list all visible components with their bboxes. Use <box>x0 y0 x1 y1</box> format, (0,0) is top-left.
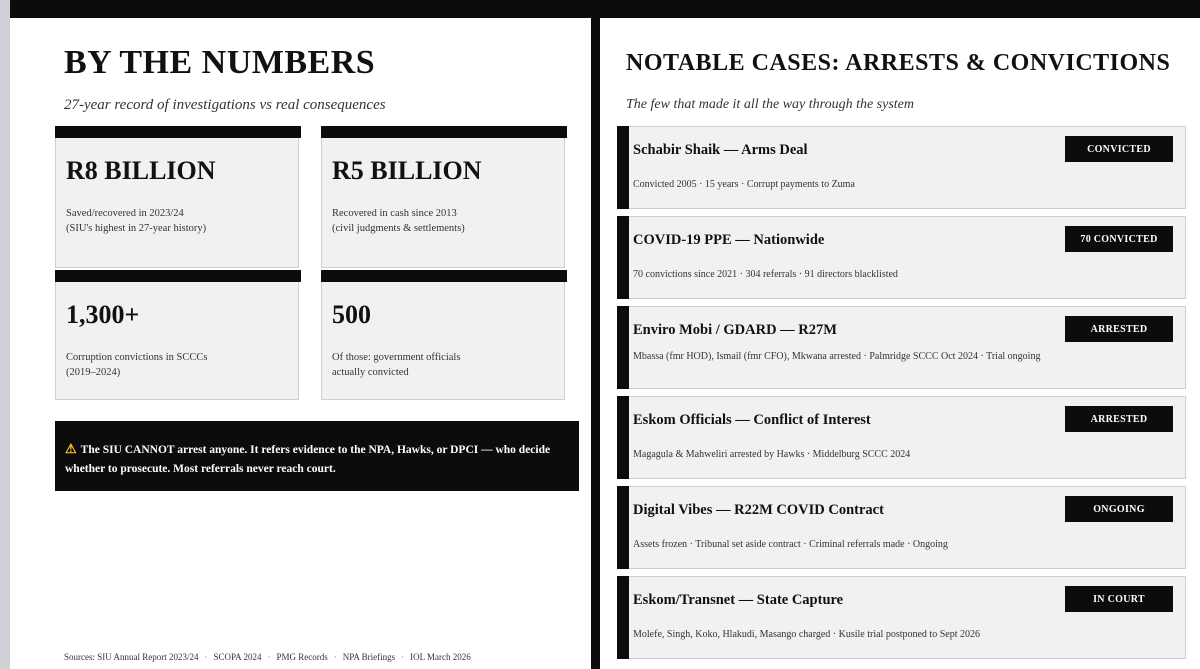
status-badge: CONVICTED <box>1065 136 1173 162</box>
numbers-subtitle: 27-year record of investigations vs real consequences <box>64 97 386 113</box>
window-edge <box>0 0 10 669</box>
case-title: Eskom Officials — Conflict of Interest <box>633 412 871 428</box>
stat-card <box>55 282 299 400</box>
case-description: 70 convictions since 2021 · 304 referrals · 91 directors blacklisted <box>633 269 898 280</box>
case-accent-bar <box>617 126 629 209</box>
source-item: IOL March 2026 <box>410 652 471 662</box>
stat-description <box>66 206 292 236</box>
warning-text: The SIU CANNOT arrest anyone. It refers evidence to the NPA, Hawks, or DPCI — who decide whether to prosecute. Most referrals never reach court. <box>65 444 551 475</box>
case-accent-bar <box>617 306 629 389</box>
stat-card <box>55 138 299 268</box>
case-card <box>617 486 1186 569</box>
stat-card-cap <box>321 126 567 138</box>
case-accent-bar <box>617 576 629 659</box>
stat-description <box>332 350 558 380</box>
stat-desc-line: Saved/recovered in 2023/24 <box>66 208 184 219</box>
panel-divider <box>591 18 600 669</box>
status-badge: ONGOING <box>1065 496 1173 522</box>
case-card <box>617 306 1186 389</box>
status-badge: ARRESTED <box>1065 316 1173 342</box>
stat-value: R8 BILLION <box>66 156 216 185</box>
stat-card-cap <box>55 270 301 282</box>
status-badge: IN COURT <box>1065 586 1173 612</box>
case-card <box>617 576 1186 659</box>
stat-desc-line: (2019–2024) <box>66 367 121 378</box>
stat-card-cap <box>321 270 567 282</box>
stat-desc-line: (civil judgments & settlements) <box>332 223 465 234</box>
source-item: Sources: SIU Annual Report 2023/24 <box>64 652 199 662</box>
source-item: SCOPA 2024 <box>213 652 262 662</box>
stat-value: 500 <box>332 300 371 329</box>
status-badge: ARRESTED <box>1065 406 1173 432</box>
stat-desc-line: (SIU's highest in 27-year history) <box>66 223 207 234</box>
stat-desc-line: Of those: government officials <box>332 352 461 363</box>
warning-icon: ⚠ <box>65 441 77 456</box>
stat-desc-line: Corruption convictions in SCCCs <box>66 352 208 363</box>
case-description: Convicted 2005 · 15 years · Corrupt payments to Zuma <box>633 179 855 190</box>
stat-description <box>332 206 558 236</box>
stat-description <box>66 350 292 380</box>
case-accent-bar <box>617 486 629 569</box>
case-title: Eskom/Transnet — State Capture <box>633 592 844 608</box>
stat-value: 1,300+ <box>66 300 140 329</box>
case-description: Mbassa (fmr HOD), Ismail (fmr CFO), Mkwana arrested · Palmridge SCCC Oct 2024 · Trial ongoing <box>633 351 1041 362</box>
case-title: Digital Vibes — R22M COVID Contract <box>633 502 884 518</box>
case-title: Schabir Shaik — Arms Deal <box>633 142 808 158</box>
case-description: Molefe, Singh, Koko, Hlakudi, Masango charged · Kusile trial postponed to Sept 2026 <box>633 629 980 640</box>
cases-subtitle: The few that made it all the way through the system <box>626 97 915 112</box>
source-item: PMG Records <box>276 652 328 662</box>
case-card <box>617 216 1186 299</box>
case-title: COVID-19 PPE — Nationwide <box>633 232 825 248</box>
stat-card-cap <box>55 126 301 138</box>
case-description: Magagula & Mahweliri arrested by Hawks · Middelburg SCCC 2024 <box>633 449 911 460</box>
sources-line: Sources: SIU Annual Report 2023/24 · SCOPA 2024 · PMG Records · NPA Briefings · IOL March 2026 <box>64 652 471 662</box>
stat-desc-line: Recovered in cash since 2013 <box>332 208 457 219</box>
case-card <box>617 396 1186 479</box>
case-title: Enviro Mobi / GDARD — R27M <box>633 322 837 338</box>
case-accent-bar <box>617 216 629 299</box>
case-description: Assets frozen · Tribunal set aside contract · Criminal referrals made · Ongoing <box>633 539 948 550</box>
top-bar <box>0 0 1200 18</box>
case-accent-bar <box>617 396 629 479</box>
case-card <box>617 126 1186 209</box>
numbers-title: BY THE NUMBERS <box>64 44 376 81</box>
stat-card <box>321 282 565 400</box>
status-badge: 70 CONVICTED <box>1065 226 1173 252</box>
siu-warning-box <box>55 421 579 491</box>
stat-value: R5 BILLION <box>332 156 482 185</box>
stat-desc-line: actually convicted <box>332 367 409 378</box>
stat-card <box>321 138 565 268</box>
cases-title: NOTABLE CASES: ARRESTS & CONVICTIONS <box>626 50 1171 76</box>
source-item: NPA Briefings <box>342 652 396 662</box>
